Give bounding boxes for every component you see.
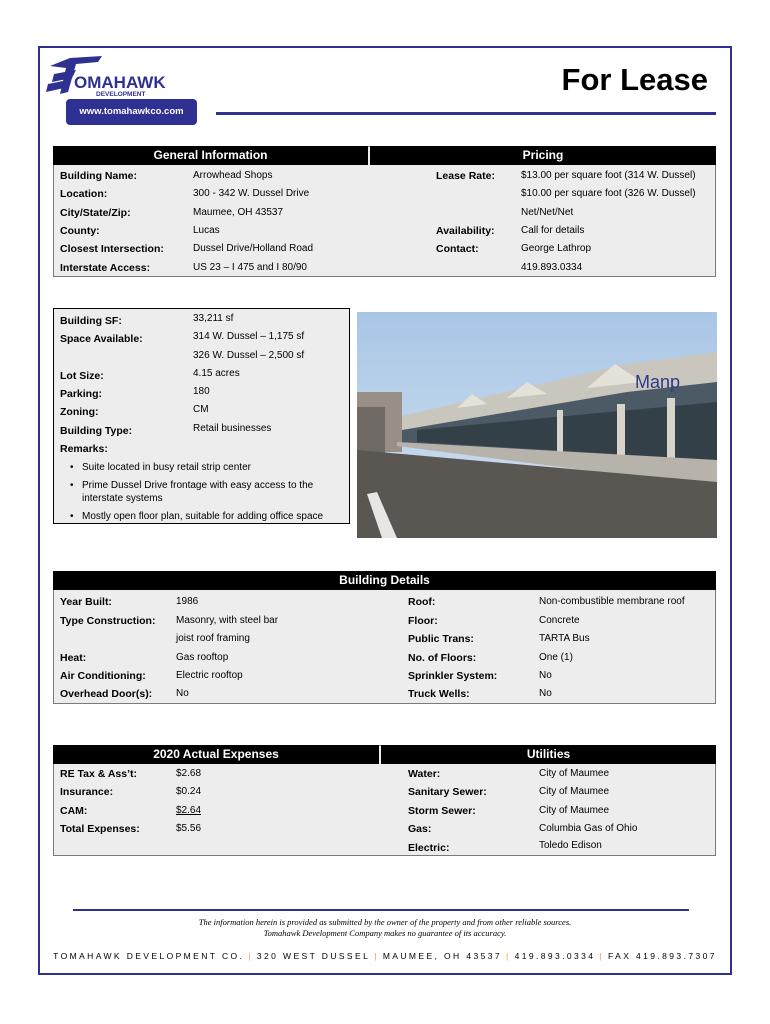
insurance-label: Insurance: [60, 786, 114, 798]
water-label: Water: [408, 768, 441, 780]
parking-value: 180 [193, 386, 210, 397]
city-label: City/State/Zip: [60, 207, 131, 219]
city-value: Maumee, OH 43537 [193, 207, 284, 218]
remarks-label: Remarks: [60, 443, 108, 455]
interstate-label: Interstate Access: [60, 262, 151, 274]
overhead-doors-label: Overhead Door(s): [60, 688, 153, 700]
building-sf-value: 33,211 sf [193, 313, 234, 324]
building-type-label: Building Type: [60, 425, 133, 437]
cam-value: $2.64 [176, 805, 202, 816]
lease-rate-line-2: $10.00 per square foot (326 W. Dussel) [521, 188, 696, 199]
footer-fax: FAX 419.893.7307 [608, 951, 717, 961]
remark-3: • Mostly open floor plan, suitable for adding office space [82, 510, 347, 523]
remark-1: • Suite located in busy retail strip center [82, 461, 337, 474]
type-construction-value-2: joist roof framing [176, 633, 250, 644]
building-details-header: Building Details [53, 571, 716, 590]
re-tax-label: RE Tax & Ass’t: [60, 768, 138, 780]
year-built-value: 1986 [176, 596, 199, 607]
lease-rate-line-1: $13.00 per square foot (314 W. Dussel) [521, 170, 696, 181]
disclaimer-line-1: The information herein is provided as submitted by the owner of the property and from other reliable sources. [198, 917, 572, 927]
building-details-box [53, 571, 716, 704]
gas-value: Columbia Gas of Ohio [539, 823, 638, 834]
parking-label: Parking: [60, 388, 103, 400]
space-available-label: Space Available: [60, 333, 143, 345]
storefront-sign: Manp [635, 372, 681, 392]
type-construction-value-1: Masonry, with steel bar [176, 615, 279, 626]
ac-label: Air Conditioning: [60, 670, 146, 682]
storm-sewer-value: City of Maumee [539, 805, 610, 816]
overhead-doors-value: No [176, 688, 189, 699]
floors-value: One (1) [539, 652, 573, 663]
sprinkler-value: No [539, 670, 552, 681]
location-label: Location: [60, 188, 108, 200]
electric-label: Electric: [408, 842, 450, 854]
roof-value: Non-combustible membrane roof [539, 596, 685, 607]
lease-rate-label: Lease Rate: [436, 170, 495, 182]
floor-label: Floor: [408, 615, 438, 627]
total-expenses-label: Total Expenses: [60, 823, 140, 835]
county-value: Lucas [193, 225, 220, 236]
heat-label: Heat: [60, 652, 87, 664]
space-line-2: 326 W. Dussel – 2,500 sf [193, 350, 305, 361]
availability-label: Availability: [436, 225, 495, 237]
footer-phone[interactable]: 419.893.0334 [514, 951, 596, 961]
footer-divider [73, 909, 689, 911]
intersection-label: Closest Intersection: [60, 243, 164, 255]
remark-2: • Prime Dussel Drive frontage with easy access to the interstate systems [82, 479, 337, 505]
lot-size-label: Lot Size: [60, 370, 104, 382]
roof-label: Roof: [408, 596, 436, 608]
footer-contact-line: TOMAHAWK DEVELOPMENT CO. | 320 WEST DUSSEL | MAUMEE, OH 43537 | 419.893.0334 | FAX 419.893.7307 [53, 951, 717, 961]
sanitary-sewer-value: City of Maumee [539, 786, 610, 797]
disclaimer-line-2: Tomahawk Development Company makes no guarantee of its accuracy. [263, 928, 507, 938]
gas-label: Gas: [408, 823, 432, 835]
sprinkler-label: Sprinkler System: [408, 670, 498, 682]
sanitary-sewer-label: Sanitary Sewer: [408, 786, 487, 798]
space-line-1: 314 W. Dussel – 1,175 sf [193, 331, 305, 342]
public-trans-label: Public Trans: [408, 633, 474, 645]
title-divider [216, 112, 716, 115]
availability-value: Call for details [521, 225, 585, 236]
truck-wells-label: Truck Wells: [408, 688, 470, 700]
location-value: 300 - 342 W. Dussel Drive [193, 188, 310, 199]
lease-rate-line-3: Net/Net/Net [521, 207, 574, 218]
footer-company: TOMAHAWK DEVELOPMENT CO. [53, 951, 245, 961]
electric-value: Toledo Edison [539, 840, 602, 851]
truck-wells-value: No [539, 688, 552, 699]
building-name-value: Arrowhead Shops [193, 170, 273, 181]
website-link[interactable]: www.tomahawkco.com [66, 99, 197, 125]
type-construction-label: Type Construction: [60, 615, 156, 627]
interstate-value: US 23 – I 475 and I 80/90 [193, 262, 307, 273]
general-info-header: General Information [53, 146, 368, 165]
contact-label: Contact: [436, 243, 479, 255]
contact-phone[interactable]: 419.893.0334 [521, 262, 583, 273]
insurance-value: $0.24 [176, 786, 202, 797]
total-expenses-value: $5.56 [176, 823, 202, 834]
re-tax-value: $2.68 [176, 768, 202, 779]
building-type-value: Retail businesses [193, 423, 272, 434]
building-sf-label: Building SF: [60, 315, 122, 327]
water-value: City of Maumee [539, 768, 610, 779]
intersection-value: Dussel Drive/Holland Road [193, 243, 314, 254]
floors-label: No. of Floors: [408, 652, 477, 664]
logo-wordmark: OMAHAWK [74, 73, 166, 92]
ac-value: Electric rooftop [176, 670, 243, 681]
general-pricing-box [53, 146, 716, 277]
year-built-label: Year Built: [60, 596, 112, 608]
cam-label: CAM: [60, 805, 88, 817]
expenses-header: 2020 Actual Expenses [53, 745, 379, 764]
county-label: County: [60, 225, 100, 237]
public-trans-value: TARTA Bus [539, 633, 590, 644]
property-photo [357, 312, 717, 538]
page-title: For Lease [561, 62, 708, 97]
building-name-label: Building Name: [60, 170, 138, 182]
contact-name: George Lathrop [521, 243, 592, 254]
floor-value: Concrete [539, 615, 580, 626]
footer-address: 320 WEST DUSSEL [256, 951, 371, 961]
zoning-value: CM [193, 404, 209, 415]
lot-size-value: 4.15 acres [193, 368, 240, 379]
storm-sewer-label: Storm Sewer: [408, 805, 476, 817]
logo-subtext: DEVELOPMENT [96, 91, 146, 98]
pricing-header: Pricing [370, 146, 716, 165]
heat-value: Gas rooftop [176, 652, 229, 663]
footer-city: MAUMEE, OH 43537 [382, 951, 502, 961]
zoning-label: Zoning: [60, 406, 99, 418]
utilities-header: Utilities [381, 745, 716, 764]
